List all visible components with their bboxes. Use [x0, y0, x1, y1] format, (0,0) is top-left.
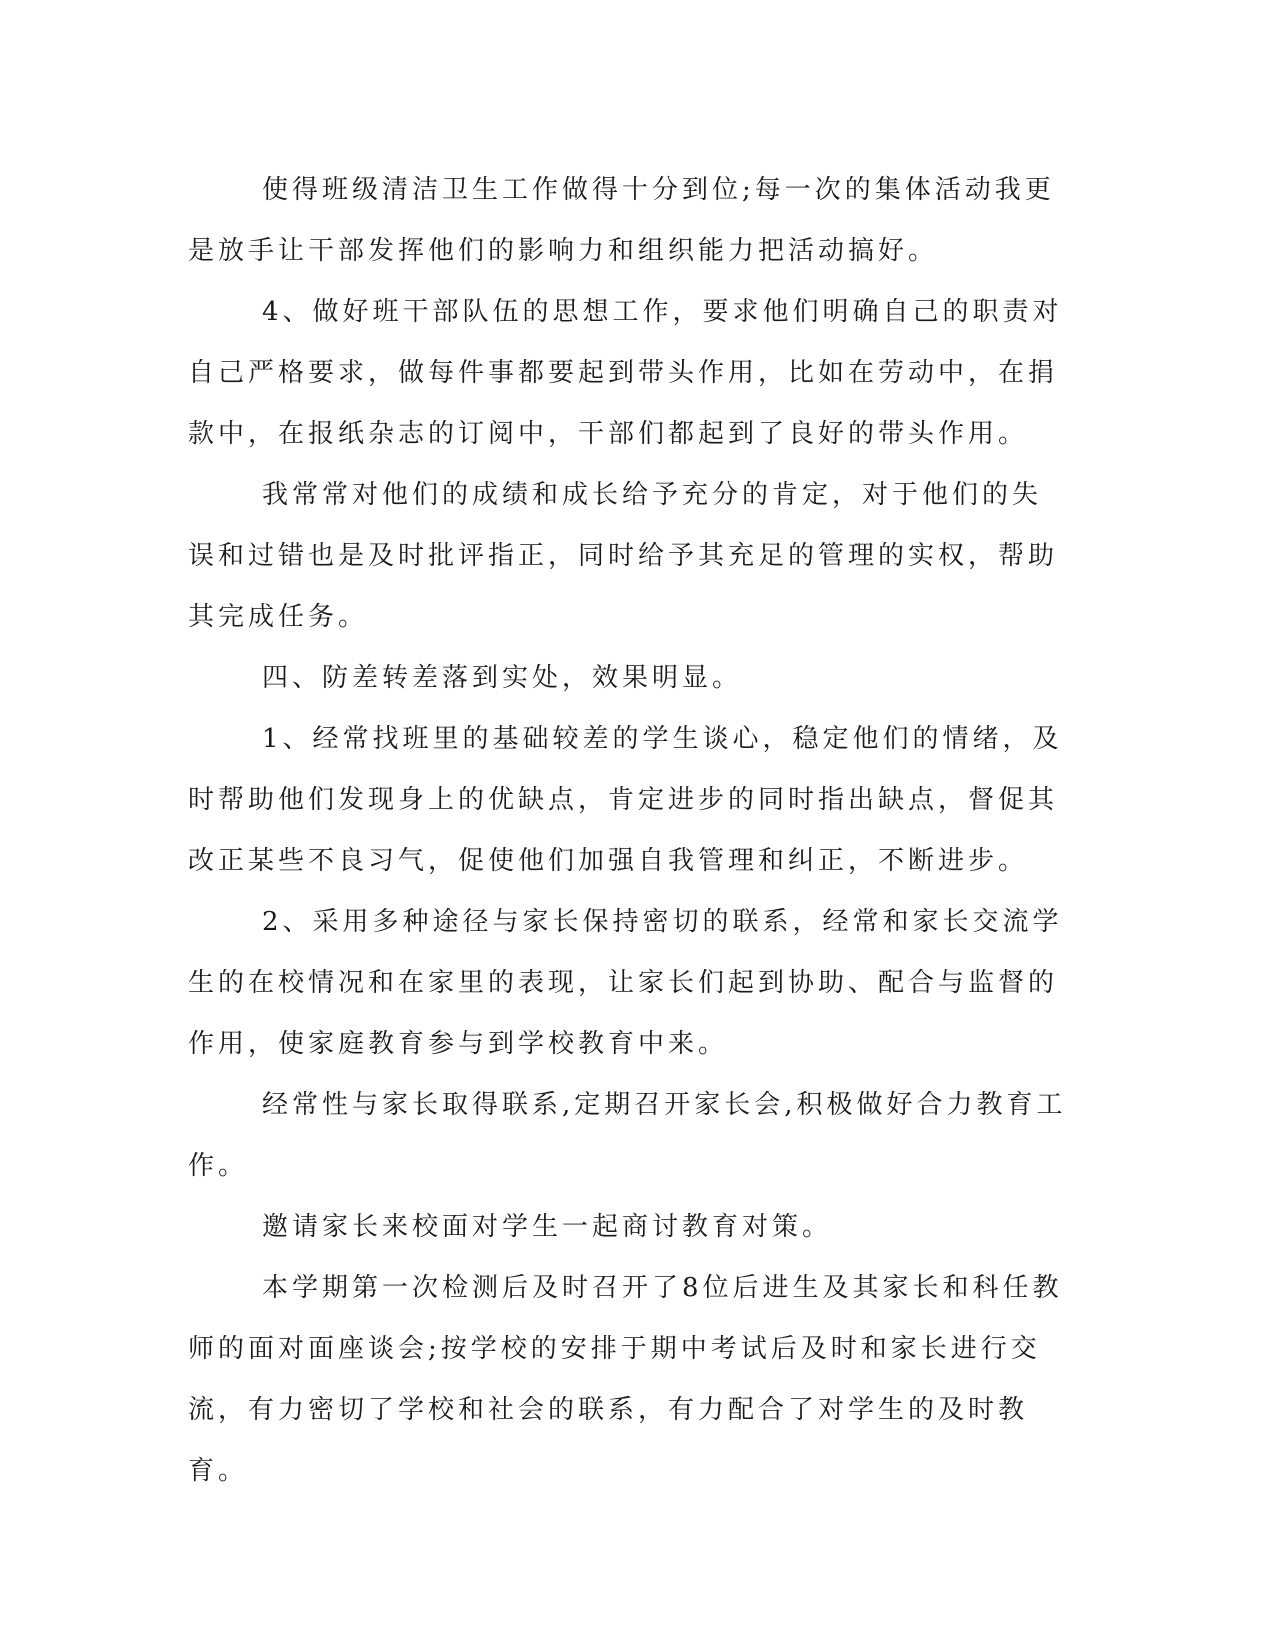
paragraph-4: 1、经常找班里的基础较差的学生谈心，稳定他们的情绪，及时帮助他们发现身上的优缺点，肯定进步的同时指出缺点，督促其改正某些不良习气，促使他们加强自我管理和纠正，不断进步。 — [188, 724, 1063, 876]
paragraph-1: 使得班级清洁卫生工作做得十分到位;每一次的集体活动我更是放手让干部发挥他们的影响力和组织能力把活动搞好。 — [188, 175, 1055, 266]
paragraph-6: 经常性与家长取得联系,定期召开家长会,积极做好合力教育工作。 — [188, 1090, 1067, 1181]
document-body — [188, 160, 1068, 1502]
paragraph-7: 邀请家长来校面对学生一起商讨教育对策。 — [262, 1212, 833, 1242]
paragraph-2: 4、做好班干部队伍的思想工作，要求他们明确自己的职责对自己严格要求，做每件事都要起到带头作用，比如在劳动中，在捐款中，在报纸杂志的订阅中，干部们都起到了良好的带头作用。 — [188, 297, 1063, 449]
paragraph-5: 2、采用多种途径与家长保持密切的联系，经常和家长交流学生的在校情况和在家里的表现，让家长们起到协助、配合与监督的作用，使家庭教育参与到学校教育中来。 — [188, 907, 1063, 1059]
paragraph-8: 本学期第一次检测后及时召开了8位后进生及其家长和科任教师的面对面座谈会;按学校的安排于期中考试后及时和家长进行交流，有力密切了学校和社会的联系，有力配合了对学生的及时教育。 — [188, 1273, 1063, 1486]
section-heading: 四、防差转差落到实处，效果明显。 — [262, 663, 743, 693]
paragraph-3: 我常常对他们的成绩和成长给予充分的肯定，对于他们的失误和过错也是及时批评指正，同时给予其充足的管理的实权，帮助其完成任务。 — [188, 480, 1059, 632]
